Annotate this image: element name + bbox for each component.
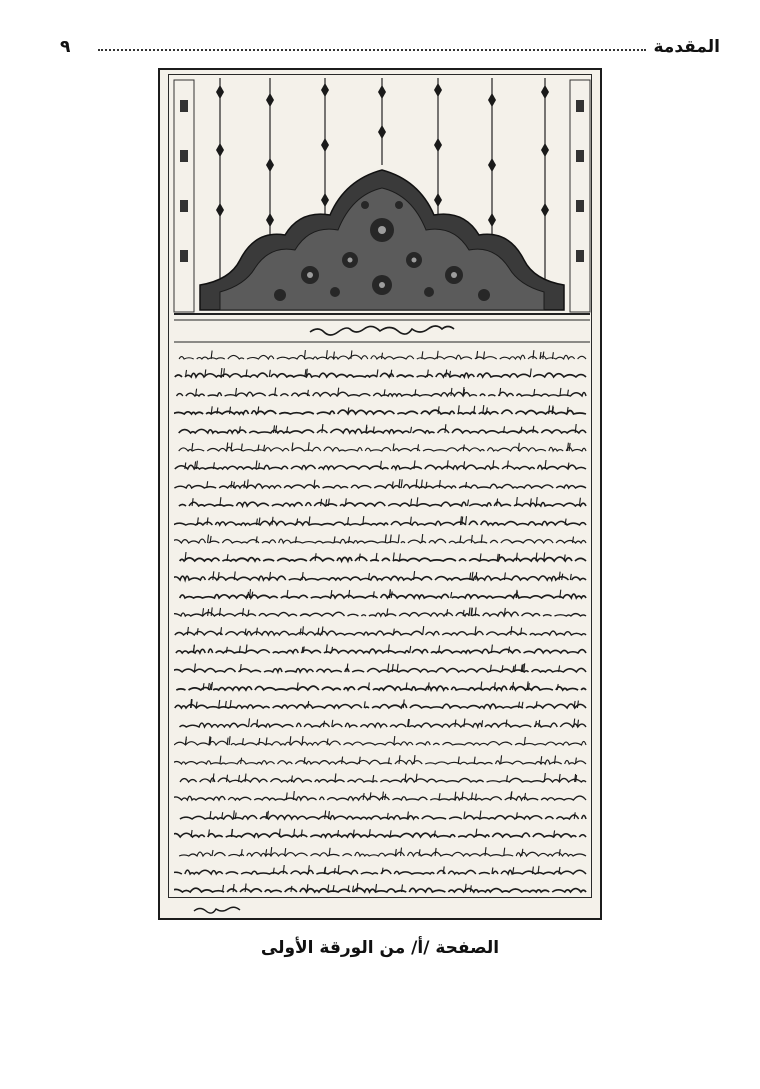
page-number: ٩	[60, 37, 71, 57]
section-title: المقدمة	[653, 37, 720, 57]
script-line	[174, 753, 590, 771]
script-line	[174, 477, 590, 495]
script-line	[174, 458, 590, 476]
script-line	[174, 881, 590, 899]
script-line	[174, 495, 590, 513]
script-line	[174, 348, 590, 366]
manuscript-script-lines	[174, 348, 590, 903]
script-line	[174, 605, 590, 623]
script-line	[174, 789, 590, 807]
script-line	[174, 532, 590, 550]
script-line	[174, 679, 590, 697]
catchword-script	[190, 902, 246, 916]
script-line	[174, 642, 590, 660]
script-line	[174, 569, 590, 587]
script-line	[174, 863, 590, 881]
script-line	[174, 422, 590, 440]
script-line	[174, 697, 590, 715]
script-line	[174, 550, 590, 568]
illuminated-headpiece	[160, 70, 602, 350]
script-line	[174, 716, 590, 734]
script-line	[174, 734, 590, 752]
script-line	[174, 624, 590, 642]
figure-caption: الصفحة /أ/ من الورقة الأولى	[260, 938, 500, 958]
script-line	[174, 845, 590, 863]
script-line	[174, 661, 590, 679]
running-head	[60, 30, 720, 56]
script-line	[174, 808, 590, 826]
manuscript-facsimile	[158, 68, 602, 920]
script-line	[174, 440, 590, 458]
script-line	[174, 771, 590, 789]
script-line	[174, 514, 590, 532]
script-line	[174, 385, 590, 403]
basmala-script	[310, 326, 454, 335]
script-line	[174, 587, 590, 605]
script-line	[174, 366, 590, 384]
script-line	[174, 826, 590, 844]
leader-dots	[98, 49, 646, 51]
script-line	[174, 403, 590, 421]
